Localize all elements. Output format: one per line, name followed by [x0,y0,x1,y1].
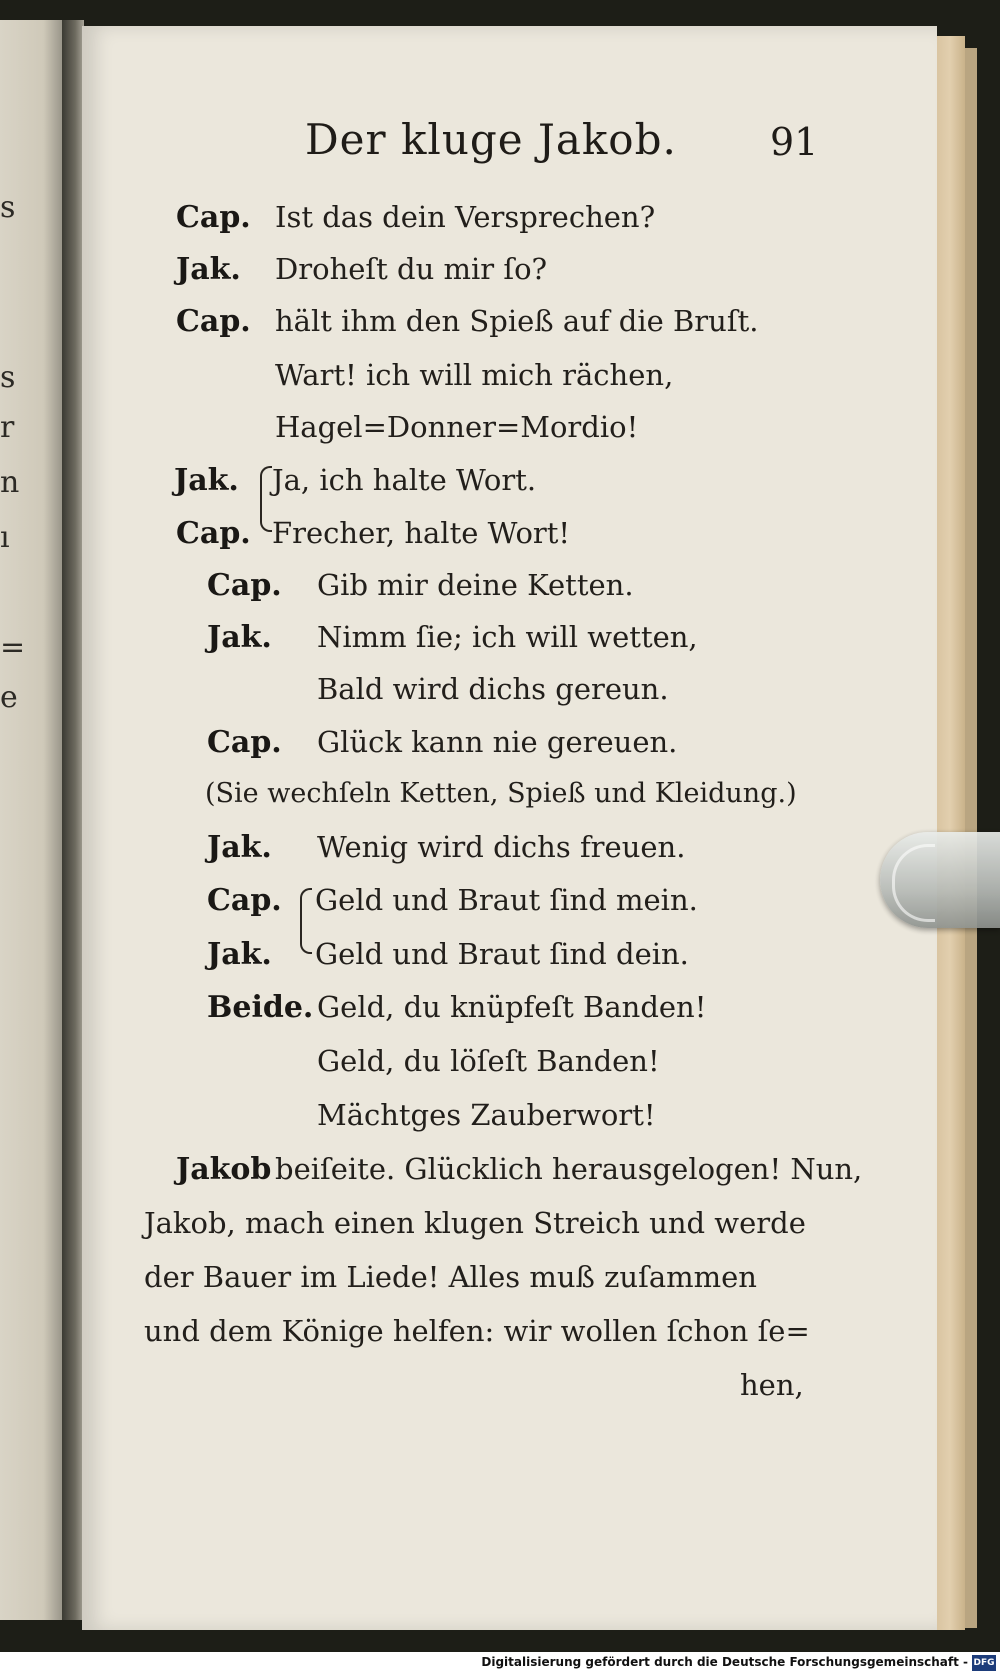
speaker-label: Jakob [176,1152,272,1187]
dialogue-line: Geld, du knüpfeſt Banden! [317,990,707,1024]
left-page-fragment: s [0,190,16,225]
dialogue-line: Geld und Braut ſind dein. [315,937,689,971]
speaker-label: Jak. [176,252,241,287]
speaker-label: Jak. [207,830,272,865]
speaker-label: Cap. [176,516,251,551]
left-page-fragment: ı [0,520,10,555]
left-page-fragment: e [0,680,18,715]
prose-line: und dem Könige helfen: wir wollen ſchon ſe= [144,1314,810,1348]
stage-direction: (Sie wechſeln Ketten, Spieß und Kleidung.) [205,778,797,809]
footer-bar [0,1652,1000,1677]
page-number: 91 [770,120,819,164]
left-page-fragment: = [0,630,26,665]
prose-line: hen, [740,1368,804,1402]
brace-mark [300,888,312,954]
left-page-fragment: n [0,465,20,500]
speaker-label: Beide. [207,990,314,1025]
running-head: Der kluge Jakob. [305,115,677,164]
prose-line: der Bauer im Liede! Alles muß zuſammen [144,1260,757,1294]
dialogue-line: Gib mir deine Ketten. [317,568,634,602]
dialogue-line: Frecher, halte Wort! [272,516,571,550]
footer-credit: Digitalisierung gefördert durch die Deutsche Forschungsgemeinschaft - [481,1655,968,1669]
speaker-label: Jak. [174,463,239,498]
dialogue-line: Geld, du löſeſt Banden! [317,1044,660,1078]
dialogue-line: Glück kann nie gereuen. [317,725,678,759]
brace-mark [260,466,272,532]
prose-line: Jakob, mach einen klugen Streich und werde [144,1206,806,1240]
dialogue-line: Ist das dein Versprechen? [275,200,656,234]
dialogue-line: Nimm ſie; ich will wetten, [317,620,698,654]
speaker-label: Cap. [207,725,282,760]
speaker-label: Jak. [207,620,272,655]
dfg-logo-icon: DFG [972,1655,996,1671]
speaker-label: Cap. [176,304,251,339]
book-gutter [62,20,84,1620]
dialogue-line: Hagel=Donner=Mordio! [275,410,639,444]
page-clip [880,832,1000,928]
dialogue-line: Ja, ich halte Wort. [272,463,537,497]
prose-line: beiſeite. Glücklich herausgelogen! Nun, [275,1152,863,1186]
dialogue-line: Wart! ich will mich rächen, [275,358,674,392]
left-page-fragment: r [0,410,15,445]
dialogue-line: Bald wird dichs gereun. [317,672,669,706]
speaker-label: Cap. [207,883,282,918]
stage-direction: hält ihm den Spieß auf die Bruſt. [275,304,759,338]
dialogue-line: Wenig wird dichs freuen. [317,830,686,864]
speaker-label: Cap. [207,568,282,603]
left-page-fragment: s [0,360,16,395]
speaker-label: Cap. [176,200,251,235]
dialogue-line: Geld und Braut ſind mein. [315,883,698,917]
dialogue-line: Droheſt du mir ſo? [275,252,548,286]
left-page-edge [0,20,62,1620]
speaker-label: Jak. [207,937,272,972]
dialogue-line: Mächtges Zauberwort! [317,1098,656,1132]
